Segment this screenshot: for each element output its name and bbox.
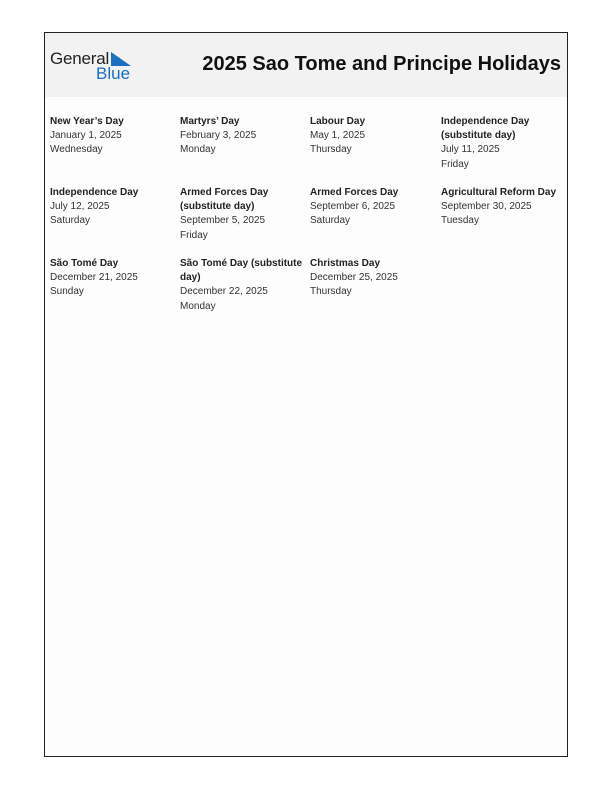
holiday-name: Martyrs’ Day xyxy=(180,116,240,127)
holiday-weekday: Friday xyxy=(441,158,469,170)
holiday-weekday: Monday xyxy=(180,144,216,156)
holiday-date: February 3, 2025 xyxy=(180,130,257,142)
holiday-item xyxy=(50,257,180,328)
holiday-name: Armed Forces Day (substitute day) xyxy=(180,187,269,213)
holiday-date: July 12, 2025 xyxy=(50,201,110,213)
header xyxy=(45,33,567,97)
holiday-name: Labour Day xyxy=(310,116,366,127)
holiday-date: July 11, 2025 xyxy=(441,144,500,156)
page-frame xyxy=(44,32,568,757)
holiday-item xyxy=(180,257,310,328)
holiday-date: December 25, 2025 xyxy=(310,272,398,284)
holiday-name: Christmas Day xyxy=(310,258,381,269)
holiday-name: Independence Day xyxy=(50,187,139,198)
holiday-date: September 6, 2025 xyxy=(310,201,396,213)
holiday-name: Independence Day (substitute day) xyxy=(441,116,530,142)
holiday-grid xyxy=(50,115,565,328)
holiday-name: São Tomé Day xyxy=(50,258,119,269)
holiday-date: May 1, 2025 xyxy=(310,130,366,142)
holiday-date: January 1, 2025 xyxy=(50,130,122,142)
holiday-name: New Year’s Day xyxy=(50,116,124,127)
holiday-weekday: Wednesday xyxy=(50,144,103,156)
generalblue-logo xyxy=(50,49,140,85)
holiday-weekday: Sunday xyxy=(50,286,84,298)
holiday-date: December 21, 2025 xyxy=(50,272,138,284)
holiday-weekday: Thursday xyxy=(310,286,352,298)
holiday-weekday: Friday xyxy=(180,229,208,241)
holiday-weekday: Thursday xyxy=(310,144,352,156)
holiday-item xyxy=(180,186,310,257)
holiday-item xyxy=(50,186,180,257)
holiday-weekday: Saturday xyxy=(50,215,91,227)
holiday-item xyxy=(50,115,180,186)
holiday-date: September 30, 2025 xyxy=(441,201,532,213)
logo-word-general: General xyxy=(50,49,110,68)
holiday-item xyxy=(441,115,565,186)
holiday-item xyxy=(310,115,441,186)
holiday-date: December 22, 2025 xyxy=(180,286,268,298)
holiday-weekday: Tuesday xyxy=(441,215,479,227)
holiday-weekday: Saturday xyxy=(310,215,351,227)
holiday-date: September 5, 2025 xyxy=(180,215,266,227)
holiday-item xyxy=(310,257,441,328)
holiday-item xyxy=(180,115,310,186)
holiday-weekday: Monday xyxy=(180,300,216,312)
holiday-item xyxy=(441,186,565,257)
holiday-item xyxy=(310,186,441,257)
logo-word-blue: Blue xyxy=(96,64,131,83)
page-title: 2025 Sao Tome and Principe Holidays xyxy=(202,53,561,75)
holiday-name: Armed Forces Day xyxy=(310,187,399,198)
holiday-name: São Tomé Day (substitute day) xyxy=(180,258,303,284)
holiday-name: Agricultural Reform Day xyxy=(441,187,557,198)
